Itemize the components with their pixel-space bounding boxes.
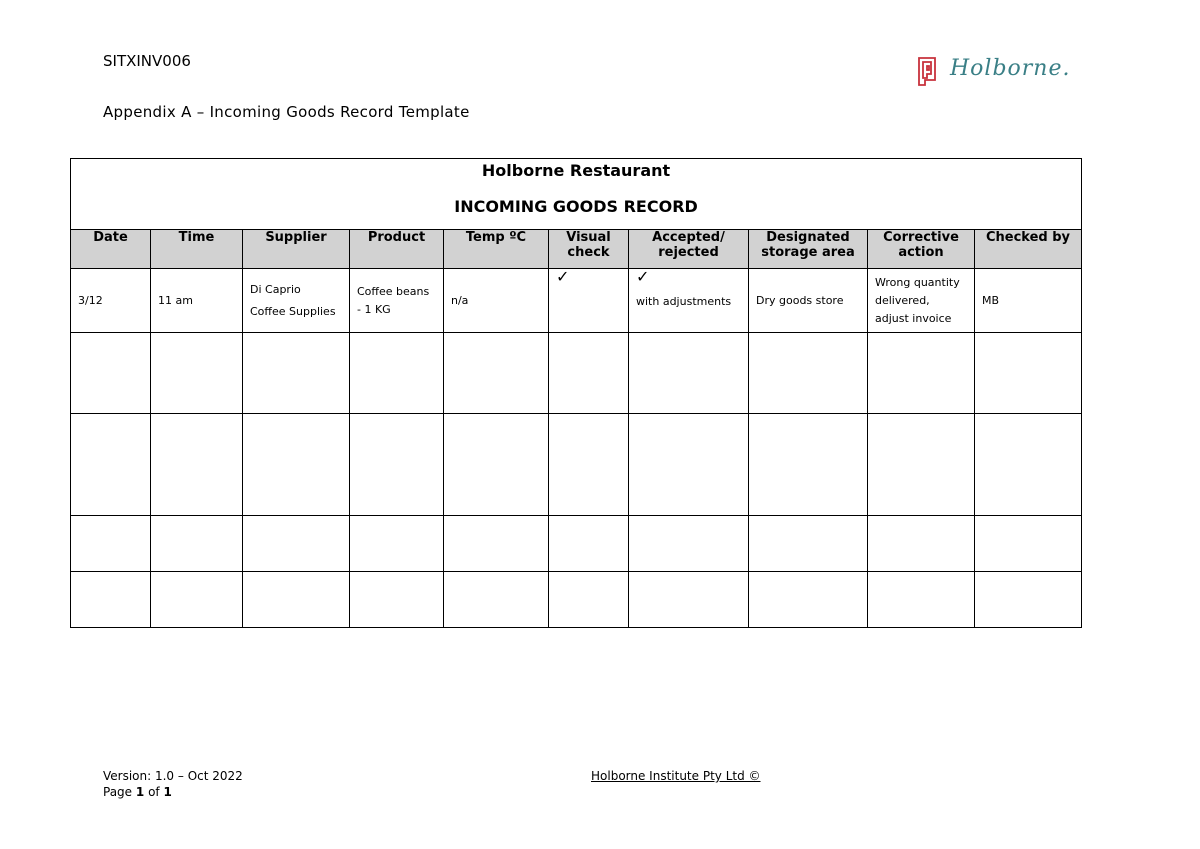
column-header-accepted-rejected: Accepted/ rejected: [629, 230, 749, 269]
empty-cell[interactable]: [975, 572, 1082, 628]
empty-cell[interactable]: [243, 333, 350, 414]
column-header-storage-area: Designated storage area: [749, 230, 868, 269]
empty-cell[interactable]: [350, 414, 444, 516]
restaurant-name: Holborne Restaurant: [481, 161, 671, 180]
empty-cell[interactable]: [629, 516, 749, 572]
empty-cell[interactable]: [243, 572, 350, 628]
cell-checked-by[interactable]: MB: [975, 269, 1082, 333]
empty-cell[interactable]: [629, 572, 749, 628]
empty-cell[interactable]: [243, 516, 350, 572]
empty-cell[interactable]: [444, 516, 549, 572]
empty-cell[interactable]: [549, 516, 629, 572]
empty-cell[interactable]: [549, 572, 629, 628]
empty-cell[interactable]: [868, 333, 975, 414]
cell-supplier[interactable]: Di Caprio Coffee Supplies: [243, 269, 350, 333]
empty-cell[interactable]: [151, 414, 243, 516]
cell-time[interactable]: 11 am: [151, 269, 243, 333]
empty-cell[interactable]: [549, 333, 629, 414]
column-header-temp: Temp ºC: [444, 230, 549, 269]
empty-cell[interactable]: [71, 333, 151, 414]
empty-cell[interactable]: [444, 414, 549, 516]
cell-visual-check[interactable]: [549, 269, 629, 333]
footer-page-number: Page 1 of 1: [103, 785, 172, 799]
empty-cell[interactable]: [975, 516, 1082, 572]
empty-cell[interactable]: [350, 572, 444, 628]
empty-cell[interactable]: [749, 333, 868, 414]
column-header-supplier: Supplier: [243, 230, 350, 269]
appendix-title: Appendix A – Incoming Goods Record Template: [103, 103, 470, 121]
empty-cell[interactable]: [151, 572, 243, 628]
column-header-visual-check: Visual check: [549, 230, 629, 269]
table-row: [71, 516, 1082, 572]
empty-cell[interactable]: [868, 516, 975, 572]
empty-cell[interactable]: [71, 414, 151, 516]
empty-cell[interactable]: [549, 414, 629, 516]
empty-cell[interactable]: [350, 516, 444, 572]
empty-cell[interactable]: [749, 516, 868, 572]
cell-temp[interactable]: n/a: [444, 269, 549, 333]
column-header-checked-by: Checked by: [975, 230, 1082, 269]
empty-cell[interactable]: [151, 333, 243, 414]
cell-date[interactable]: 3/12: [71, 269, 151, 333]
empty-cell[interactable]: [749, 572, 868, 628]
cell-corrective-action[interactable]: Wrong quantity delivered, adjust invoice: [868, 269, 975, 333]
footer-version: Version: 1.0 – Oct 2022: [103, 769, 243, 783]
cell-product[interactable]: Coffee beans - 1 KG: [350, 269, 444, 333]
empty-cell[interactable]: [350, 333, 444, 414]
column-header-product: Product: [350, 230, 444, 269]
empty-cell[interactable]: [71, 516, 151, 572]
empty-cell[interactable]: [975, 414, 1082, 516]
checkmark-icon: ✓: [556, 267, 570, 286]
logo-wordmark: Holborne.: [950, 56, 1071, 81]
table-row: [71, 333, 1082, 414]
cell-storage-area[interactable]: Dry goods store: [749, 269, 868, 333]
empty-cell[interactable]: [629, 333, 749, 414]
empty-cell[interactable]: [975, 333, 1082, 414]
checkmark-icon: ✓: [636, 267, 650, 286]
logo-emblem-icon: [919, 58, 935, 85]
empty-cell[interactable]: [444, 572, 549, 628]
table-row: [71, 414, 1082, 516]
empty-cell[interactable]: [629, 414, 749, 516]
footer-company-link[interactable]: Holborne Institute Pty Ltd ©: [591, 769, 761, 783]
column-header-corrective-action: Corrective action: [868, 230, 975, 269]
empty-cell[interactable]: [868, 572, 975, 628]
document-code: SITXINV006: [103, 52, 191, 70]
column-header-date: Date: [71, 230, 151, 269]
empty-cell[interactable]: [868, 414, 975, 516]
record-title: INCOMING GOODS RECORD: [454, 197, 698, 216]
column-header-time: Time: [151, 230, 243, 269]
cell-accepted-rejected[interactable]: ✓ with adjustments: [629, 269, 749, 333]
incoming-goods-table: [70, 158, 1082, 628]
table-row: [71, 572, 1082, 628]
table-title-cell: [71, 159, 1082, 230]
holborne-logo: [916, 54, 1071, 88]
empty-cell[interactable]: [444, 333, 549, 414]
table-row: [71, 269, 1082, 333]
empty-cell[interactable]: [151, 516, 243, 572]
column-header-row: [71, 230, 1082, 269]
empty-cell[interactable]: [243, 414, 350, 516]
empty-cell[interactable]: [749, 414, 868, 516]
empty-cell[interactable]: [71, 572, 151, 628]
